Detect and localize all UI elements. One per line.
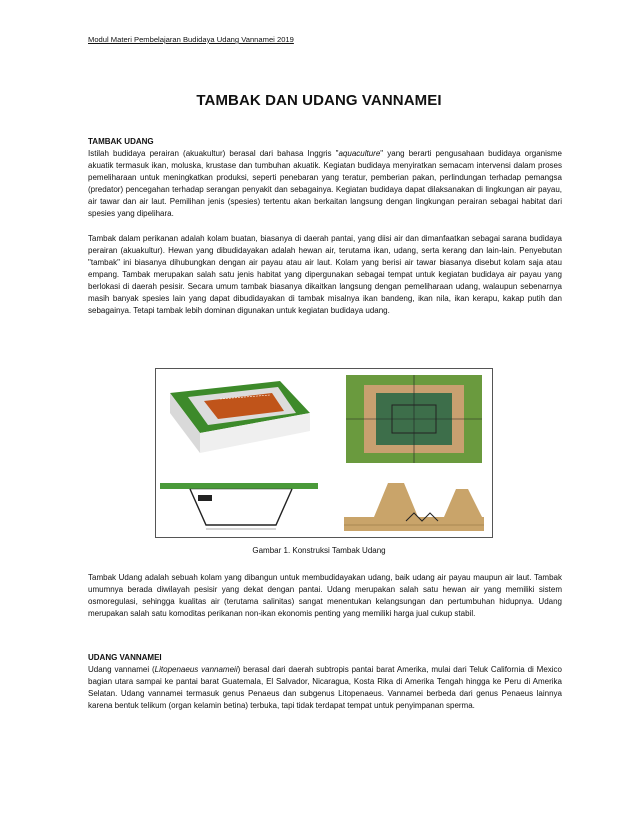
paragraph-1: Istilah budidaya perairan (akuakultur) berasal dari bahasa Inggris "aquaculture" yang berarti pengusahaan budidaya organisme akuatik termasuk ikan, moluska, krustase dan tumbuhan akuatik. Kegiatan budidaya menyiratkan semacam intervensi dalam proses pemeliharaan untuk meningkatkan produksi, seperti penebaran yang teratur, pemberian pakan, perlindungan terhadap pemangsa (predator) pencegahan terhadap serangan penyakit dan sebagainya. Kegiatan budidaya dapat dilaksanakan di lingkungan air payau, air tawar dan air laut. Pemilihan jenis (spesies) tertentu akan berkaitan langsung dengan lingkungan perairan sebagai habitat dari spesies yang dipelihara.	[88, 149, 563, 219]
italic-species-name: Litopenaeus vannameii	[154, 665, 238, 674]
section-tambak-description	[88, 572, 562, 620]
dike-profile-illustration	[344, 469, 484, 535]
section-heading: TAMBAK UDANG	[88, 137, 154, 146]
running-header: Modul Materi Pembelajaran Budidaya Udang Vannamei 2019	[88, 35, 294, 44]
pond-plan-illustration	[344, 373, 484, 465]
pond-3d-illustration	[160, 373, 318, 465]
paragraph-4: Udang vannamei (Litopenaeus vannameii) berasal dari daerah subtropis pantai barat Amerika, mulai dari Teluk California di Mexico bagian utara sampai ke pantai barat Guatemala, El Salvador, Nicaragua, Kosta Rika di Amerika Tengah hingga ke Peru di Amerika Selatan. Udang vannamei termasuk genus Penaeus dan subgenus Litopenaeus. Vannamei berbeda dari genus Penaeus lainnya karena bentuk telikum (organ kelamin betina) terbuka, tapi tidak terdapat tempat untuk penyimpanan sperma.	[88, 665, 563, 711]
section-heading: UDANG VANNAMEI	[88, 653, 162, 662]
section-udang-vannamei	[88, 652, 562, 712]
page-title: TAMBAK DAN UDANG VANNAMEI	[196, 92, 442, 109]
figure-tambak-construction	[155, 368, 493, 538]
figure-caption: Gambar 1. Konstruksi Tambak Udang	[252, 546, 386, 555]
paragraph-2: Tambak dalam perikanan adalah kolam buatan, biasanya di daerah pantai, yang diisi air dan dimanfaatkan sebagai sarana budidaya perairan (akuakultur). Hewan yang dibudidayakan adalah hewan air, terutama ikan, udang, serta kerang dan lain-lain. Penyebutan "tambak" ini biasanya dihubungkan dengan air payau atau air laut. Kolam yang berisi air tawar biasanya disebut kolam saja atau empang. Tambak merupakan salah satu jenis habitat yang dipergunakan sebagai tempat untuk kegiatan budidaya air payau yang berlokasi di daerah pesisir. Secara umum tambak biasanya dikaitkan langsung dengan pemeliharaan udang, walaupun sebenarnya masih banyak spesies lain yang dapat dibudidayakan di tambak misalnya ikan bandeng, ikan nila, ikan kerapu, kakap putih dan sebagainya. Tetapi tambak lebih dominan digunakan untuk kegiatan budidaya udang.	[88, 233, 562, 316]
italic-term: aquaculture	[338, 149, 381, 158]
section-tambak-udang	[88, 136, 562, 317]
paragraph-3: Tambak Udang adalah sebuah kolam yang dibangun untuk membudidayakan udang, baik udang air payau maupun air laut. Tambak umumnya berada diwilayah pesisir yang dekat dengan pantai. Udang merupakan salah satu hewan air yang memiliki sistem osmoregulasi, sehingga kualitas air (terutama salinitas) sangat menentukan kelangsungan dan pertumbuhan hidupnya. Udang merupakan salah satu komoditas perikanan non-ikan ekonomis penting yang memiliki harga jual cukup stabil.	[88, 573, 562, 619]
pond-cross-section-illustration	[160, 469, 318, 535]
